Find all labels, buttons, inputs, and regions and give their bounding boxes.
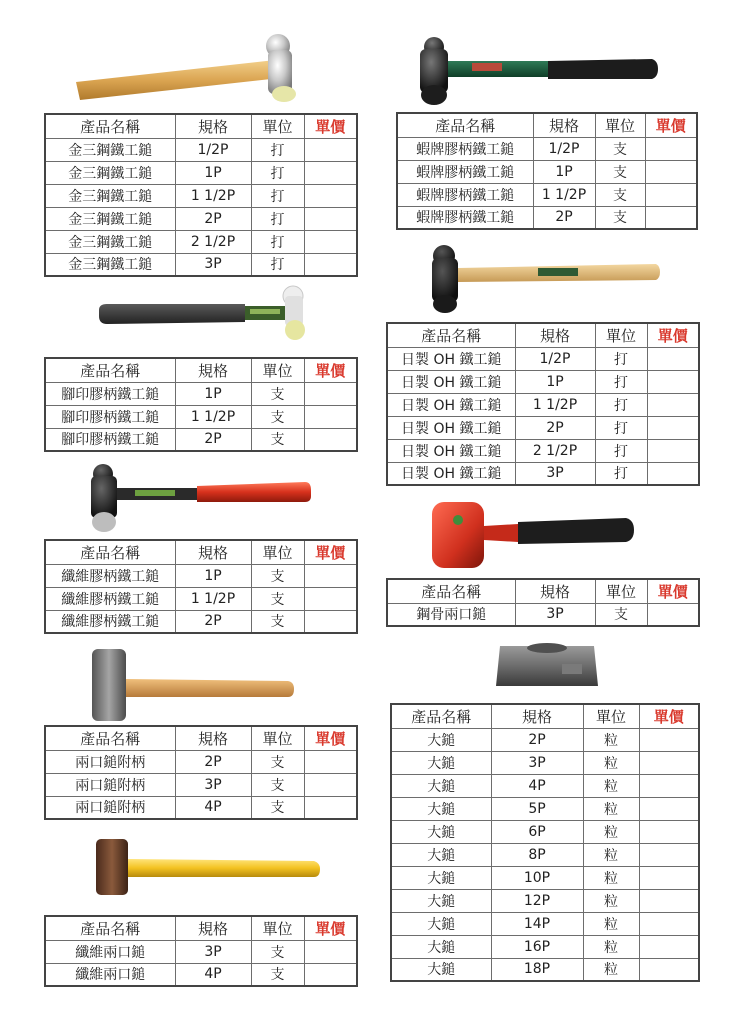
table-header-row <box>391 704 699 728</box>
spec-cell: 1P <box>175 382 251 405</box>
header-price: 單價 <box>647 323 699 347</box>
unit-cell: 打 <box>251 207 304 230</box>
spec-cell: 14P <box>491 912 583 935</box>
table-row <box>391 797 699 820</box>
spec-cell: 2 1/2P <box>515 439 595 462</box>
price-table-steel-core-hammer <box>386 578 700 627</box>
header-name: 產品名稱 <box>391 704 491 728</box>
unit-cell: 打 <box>251 184 304 207</box>
product-name-cell: 金三鋼鐵工鎚 <box>45 138 175 161</box>
unit-cell: 支 <box>251 773 304 796</box>
header-price: 單價 <box>645 113 697 137</box>
product-name-cell: 纖維膠柄鐵工鎚 <box>45 587 175 610</box>
fiberglass-rubber-hammer-image <box>85 462 315 536</box>
price-cell <box>304 773 357 796</box>
price-cell <box>639 820 699 843</box>
spec-cell: 1 1/2P <box>515 393 595 416</box>
table-row <box>387 462 699 485</box>
unit-cell: 粒 <box>583 935 639 958</box>
table-row <box>45 564 357 587</box>
spec-cell: 3P <box>175 940 251 963</box>
table-row <box>45 428 357 451</box>
table-row <box>45 750 357 773</box>
price-cell <box>304 161 357 184</box>
spec-cell: 1/2P <box>175 138 251 161</box>
spec-cell: 2P <box>175 610 251 633</box>
product-name-cell: 金三鋼鐵工鎚 <box>45 230 175 253</box>
unit-cell: 粒 <box>583 751 639 774</box>
unit-cell: 打 <box>251 138 304 161</box>
price-cell <box>304 940 357 963</box>
header-price: 單價 <box>304 916 357 940</box>
product-name-cell: 大鎚 <box>391 820 491 843</box>
table-row <box>45 796 357 819</box>
table-row <box>45 963 357 986</box>
spec-cell: 8P <box>491 843 583 866</box>
product-name-cell: 日製 OH 鐵工鎚 <box>387 370 515 393</box>
spec-cell: 4P <box>175 796 251 819</box>
price-cell <box>639 912 699 935</box>
spec-cell: 2P <box>533 206 595 229</box>
unit-cell: 支 <box>251 940 304 963</box>
product-name-cell: 日製 OH 鐵工鎚 <box>387 347 515 370</box>
table-row <box>45 773 357 796</box>
spec-cell: 10P <box>491 866 583 889</box>
price-cell <box>304 750 357 773</box>
product-name-cell: 兩口鎚附柄 <box>45 773 175 796</box>
price-cell <box>304 405 357 428</box>
steel-core-hammer-image <box>428 496 638 574</box>
header-spec: 規格 <box>175 114 251 138</box>
table-header-row <box>45 916 357 940</box>
table-row <box>387 603 699 626</box>
product-name-cell: 鋼骨兩口鎚 <box>387 603 515 626</box>
unit-cell: 粒 <box>583 797 639 820</box>
spec-cell: 1 1/2P <box>175 587 251 610</box>
table-row <box>391 866 699 889</box>
header-price: 單價 <box>304 114 357 138</box>
table-row <box>45 184 357 207</box>
product-name-cell: 蝦牌膠柄鐵工鎚 <box>397 137 533 160</box>
price-cell <box>304 138 357 161</box>
product-name-cell: 腳印膠柄鐵工鎚 <box>45 405 175 428</box>
table-row <box>45 138 357 161</box>
table-row <box>45 405 357 428</box>
spec-cell: 2P <box>175 428 251 451</box>
price-cell <box>639 935 699 958</box>
product-name-cell: 大鎚 <box>391 935 491 958</box>
unit-cell: 打 <box>595 370 647 393</box>
price-cell <box>639 797 699 820</box>
product-name-cell: 腳印膠柄鐵工鎚 <box>45 382 175 405</box>
product-name-cell: 兩口鎚附柄 <box>45 796 175 819</box>
product-name-cell: 日製 OH 鐵工鎚 <box>387 416 515 439</box>
unit-cell: 支 <box>251 587 304 610</box>
spec-cell: 3P <box>491 751 583 774</box>
unit-cell: 粒 <box>583 728 639 751</box>
table-row <box>45 253 357 276</box>
table-row <box>45 587 357 610</box>
table-row <box>387 416 699 439</box>
unit-cell: 打 <box>595 462 647 485</box>
unit-cell: 打 <box>595 393 647 416</box>
table-row <box>397 160 697 183</box>
product-name-cell: 金三鋼鐵工鎚 <box>45 207 175 230</box>
header-name: 產品名稱 <box>45 114 175 138</box>
table-row <box>397 183 697 206</box>
oh-wood-hammer-image <box>428 242 664 317</box>
price-cell <box>647 347 699 370</box>
spec-cell: 3P <box>515 462 595 485</box>
unit-cell: 粒 <box>583 958 639 981</box>
price-cell <box>639 728 699 751</box>
price-cell <box>647 603 699 626</box>
header-price: 單價 <box>304 726 357 750</box>
spec-cell: 1 1/2P <box>533 183 595 206</box>
spec-cell: 3P <box>515 603 595 626</box>
price-table-fiberglass-rubber-hammer <box>44 539 358 634</box>
table-row <box>391 728 699 751</box>
price-table-footprint-rubber-hammer <box>44 357 358 452</box>
unit-cell: 打 <box>595 347 647 370</box>
product-name-cell: 大鎚 <box>391 958 491 981</box>
header-unit: 單位 <box>251 540 304 564</box>
table-header-row <box>397 113 697 137</box>
footprint-rubber-hammer-image <box>95 282 315 344</box>
price-cell <box>645 206 697 229</box>
spec-cell: 2P <box>175 750 251 773</box>
table-row <box>387 370 699 393</box>
header-name: 產品名稱 <box>45 358 175 382</box>
product-name-cell: 腳印膠柄鐵工鎚 <box>45 428 175 451</box>
unit-cell: 支 <box>595 603 647 626</box>
product-name-cell: 大鎚 <box>391 843 491 866</box>
header-price: 單價 <box>304 358 357 382</box>
table-row <box>45 207 357 230</box>
product-name-cell: 纖維兩口鎚 <box>45 940 175 963</box>
unit-cell: 支 <box>595 183 645 206</box>
table-header-row <box>387 323 699 347</box>
table-row <box>387 393 699 416</box>
product-name-cell: 兩口鎚附柄 <box>45 750 175 773</box>
price-cell <box>645 160 697 183</box>
price-cell <box>647 416 699 439</box>
product-name-cell: 大鎚 <box>391 751 491 774</box>
header-name: 產品名稱 <box>45 726 175 750</box>
spec-cell: 1P <box>533 160 595 183</box>
header-name: 產品名稱 <box>387 579 515 603</box>
price-cell <box>304 253 357 276</box>
price-cell <box>639 866 699 889</box>
header-price: 單價 <box>639 704 699 728</box>
product-name-cell: 纖維膠柄鐵工鎚 <box>45 610 175 633</box>
price-cell <box>304 564 357 587</box>
header-spec: 規格 <box>175 358 251 382</box>
unit-cell: 支 <box>251 610 304 633</box>
price-cell <box>647 439 699 462</box>
spec-cell: 12P <box>491 889 583 912</box>
spec-cell: 3P <box>175 773 251 796</box>
unit-cell: 支 <box>251 750 304 773</box>
price-cell <box>639 889 699 912</box>
price-cell <box>304 184 357 207</box>
header-spec: 規格 <box>491 704 583 728</box>
spec-cell: 3P <box>175 253 251 276</box>
table-header-row <box>45 540 357 564</box>
price-cell <box>647 393 699 416</box>
unit-cell: 打 <box>251 253 304 276</box>
product-name-cell: 金三鋼鐵工鎚 <box>45 161 175 184</box>
sledge-hammer-wood-image <box>88 645 298 725</box>
table-row <box>45 230 357 253</box>
product-name-cell: 大鎚 <box>391 912 491 935</box>
price-cell <box>304 230 357 253</box>
header-spec: 規格 <box>533 113 595 137</box>
price-cell <box>304 610 357 633</box>
table-row <box>391 820 699 843</box>
table-row <box>397 206 697 229</box>
spec-cell: 1P <box>175 564 251 587</box>
ball-peen-hammer-wood-image <box>70 30 310 110</box>
price-table-golden-three-hammer <box>44 113 358 277</box>
unit-cell: 支 <box>595 206 645 229</box>
header-spec: 規格 <box>175 916 251 940</box>
unit-cell: 支 <box>251 382 304 405</box>
spec-cell: 2P <box>175 207 251 230</box>
header-unit: 單位 <box>595 323 647 347</box>
header-price: 單價 <box>304 540 357 564</box>
header-spec: 規格 <box>175 540 251 564</box>
header-name: 產品名稱 <box>387 323 515 347</box>
price-cell <box>304 428 357 451</box>
table-row <box>391 958 699 981</box>
unit-cell: 打 <box>251 230 304 253</box>
sledge-head-image <box>492 640 602 696</box>
price-cell <box>304 796 357 819</box>
product-name-cell: 日製 OH 鐵工鎚 <box>387 393 515 416</box>
product-name-cell: 纖維膠柄鐵工鎚 <box>45 564 175 587</box>
header-name: 產品名稱 <box>397 113 533 137</box>
unit-cell: 支 <box>251 428 304 451</box>
unit-cell: 粒 <box>583 843 639 866</box>
header-unit: 單位 <box>251 726 304 750</box>
header-unit: 單位 <box>583 704 639 728</box>
table-header-row <box>45 114 357 138</box>
unit-cell: 支 <box>251 796 304 819</box>
product-name-cell: 日製 OH 鐵工鎚 <box>387 462 515 485</box>
table-row <box>391 889 699 912</box>
spec-cell: 1/2P <box>515 347 595 370</box>
product-name-cell: 蝦牌膠柄鐵工鎚 <box>397 183 533 206</box>
table-row <box>397 137 697 160</box>
spec-cell: 1/2P <box>533 137 595 160</box>
price-cell <box>304 382 357 405</box>
table-row <box>387 347 699 370</box>
spec-cell: 2P <box>491 728 583 751</box>
header-unit: 單位 <box>595 579 647 603</box>
spec-cell: 18P <box>491 958 583 981</box>
header-unit: 單位 <box>251 114 304 138</box>
price-cell <box>647 462 699 485</box>
table-row <box>391 843 699 866</box>
product-name-cell: 大鎚 <box>391 797 491 820</box>
product-name-cell: 纖維兩口鎚 <box>45 963 175 986</box>
unit-cell: 打 <box>595 416 647 439</box>
price-cell <box>304 587 357 610</box>
header-spec: 規格 <box>515 579 595 603</box>
spec-cell: 2P <box>515 416 595 439</box>
unit-cell: 粒 <box>583 820 639 843</box>
spec-cell: 4P <box>491 774 583 797</box>
spec-cell: 1P <box>515 370 595 393</box>
price-cell <box>647 370 699 393</box>
price-table-sledge-with-handle <box>44 725 358 820</box>
product-name-cell: 大鎚 <box>391 889 491 912</box>
product-name-cell: 大鎚 <box>391 728 491 751</box>
price-table-japan-oh-hammer <box>386 322 700 486</box>
product-name-cell: 金三鋼鐵工鎚 <box>45 184 175 207</box>
table-row <box>391 935 699 958</box>
table-row <box>45 161 357 184</box>
header-spec: 規格 <box>515 323 595 347</box>
product-name-cell: 蝦牌膠柄鐵工鎚 <box>397 160 533 183</box>
header-unit: 單位 <box>595 113 645 137</box>
unit-cell: 打 <box>251 161 304 184</box>
price-cell <box>639 843 699 866</box>
header-name: 產品名稱 <box>45 540 175 564</box>
price-cell <box>639 958 699 981</box>
header-unit: 單位 <box>251 358 304 382</box>
header-name: 產品名稱 <box>45 916 175 940</box>
unit-cell: 支 <box>251 564 304 587</box>
product-name-cell: 蝦牌膠柄鐵工鎚 <box>397 206 533 229</box>
table-row <box>391 912 699 935</box>
unit-cell: 打 <box>595 439 647 462</box>
product-name-cell: 大鎚 <box>391 866 491 889</box>
sledge-hammer-fiberglass-image <box>92 835 322 897</box>
product-name-cell: 大鎚 <box>391 774 491 797</box>
spec-cell: 6P <box>491 820 583 843</box>
price-table-fiberglass-sledge <box>44 915 358 987</box>
table-row <box>391 774 699 797</box>
table-row <box>391 751 699 774</box>
spec-cell: 1P <box>175 161 251 184</box>
price-cell <box>639 774 699 797</box>
table-row <box>45 940 357 963</box>
unit-cell: 支 <box>595 160 645 183</box>
spec-cell: 1 1/2P <box>175 405 251 428</box>
price-cell <box>645 183 697 206</box>
price-table-shrimp-rubber-hammer <box>396 112 698 230</box>
unit-cell: 粒 <box>583 889 639 912</box>
header-unit: 單位 <box>251 916 304 940</box>
price-table-sledge-hammer <box>390 703 700 982</box>
table-header-row <box>45 358 357 382</box>
table-row <box>387 439 699 462</box>
unit-cell: 粒 <box>583 912 639 935</box>
table-header-row <box>45 726 357 750</box>
spec-cell: 1 1/2P <box>175 184 251 207</box>
unit-cell: 支 <box>251 963 304 986</box>
unit-cell: 粒 <box>583 774 639 797</box>
table-row <box>45 610 357 633</box>
price-cell <box>639 751 699 774</box>
table-row <box>45 382 357 405</box>
spec-cell: 16P <box>491 935 583 958</box>
spec-cell: 2 1/2P <box>175 230 251 253</box>
unit-cell: 支 <box>251 405 304 428</box>
spec-cell: 4P <box>175 963 251 986</box>
price-cell <box>304 963 357 986</box>
unit-cell: 粒 <box>583 866 639 889</box>
spec-cell: 5P <box>491 797 583 820</box>
price-cell <box>645 137 697 160</box>
header-spec: 規格 <box>175 726 251 750</box>
price-cell <box>304 207 357 230</box>
table-header-row <box>387 579 699 603</box>
product-name-cell: 日製 OH 鐵工鎚 <box>387 439 515 462</box>
header-price: 單價 <box>647 579 699 603</box>
product-name-cell: 金三鋼鐵工鎚 <box>45 253 175 276</box>
shrimp-rubber-hammer-image <box>412 35 662 110</box>
unit-cell: 支 <box>595 137 645 160</box>
